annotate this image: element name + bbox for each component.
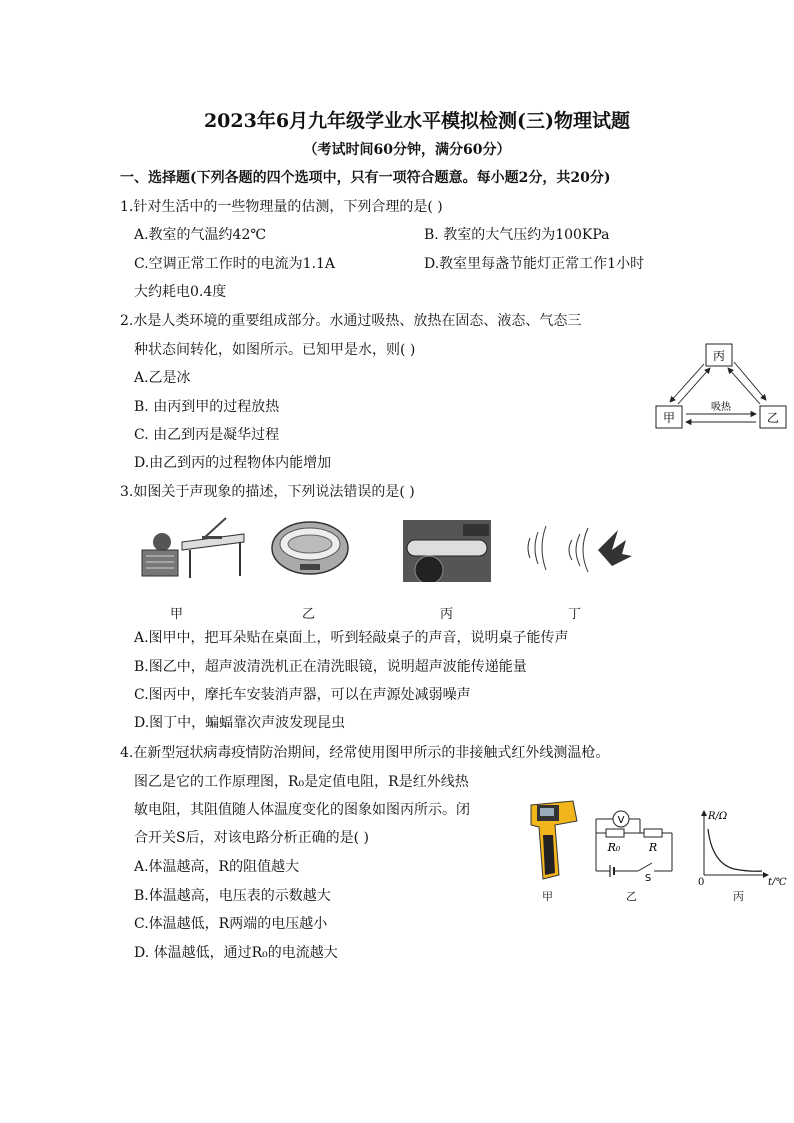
section-heading: 一、选择题(下列各题的四个选项中，只有一项符合题意。每小题2分，共20分)	[120, 170, 611, 186]
q2-option-c: C. 由乙到丙是凝华过程	[134, 427, 280, 443]
q3-option-d: D.图丁中，蝙蝠靠次声波发现昆虫	[134, 715, 346, 731]
q3-caption-bing: 丙	[440, 607, 454, 622]
picture-infrared-thermometer	[525, 795, 581, 883]
graph-xlabel: t/℃	[768, 877, 787, 885]
q4-option-a: A.体温越高，R的阻值越大	[134, 859, 300, 875]
picture-bat-echolocation	[522, 520, 634, 582]
label-yi: 乙	[766, 411, 780, 425]
q3-caption-yi: 乙	[302, 607, 316, 622]
label-bing: 丙	[712, 349, 726, 363]
q4-caption-yi: 乙	[626, 890, 637, 903]
q3-stem: 3.如图关于声现象的描述，下列说法错误的是( )	[120, 484, 415, 500]
q4-stem-line2: 图乙是它的工作原理图，R₀是定值电阻，R是红外线热	[134, 774, 469, 790]
q4-caption-bing: 丙	[733, 890, 744, 903]
graph-origin: 0	[698, 877, 705, 885]
q1-option-b: B. 教室的大气压约为100KPa	[424, 227, 610, 243]
switch	[638, 863, 652, 871]
q4-caption-jia: 甲	[542, 890, 553, 903]
q3-caption-ding: 丁	[568, 607, 582, 622]
resistor-r	[644, 829, 662, 837]
q2-stem-line2: 种状态间转化，如图所示。已知甲是水，则( )	[134, 342, 416, 358]
r-label: R	[648, 841, 658, 854]
picture-motorcycle-muffler	[403, 520, 491, 582]
label-jia: 甲	[662, 411, 676, 425]
exam-title: 2023年6月九年级学业水平模拟检测(三)物理试题	[203, 110, 631, 132]
q2-option-b: B. 由丙到甲的过程放热	[134, 399, 280, 415]
r0-label: R₀	[607, 841, 621, 854]
label-absorb-heat: 吸热	[711, 402, 731, 413]
q4-stem-line3: 敏电阻，其阻值随人体温度变化的图象如图丙所示。闭	[134, 802, 470, 818]
q4-option-c: C.体温越低，R两端的电压越小	[134, 916, 328, 932]
q4-option-b: B.体温越高，电压表的示数越大	[134, 888, 331, 904]
circuit-diagram	[592, 805, 678, 881]
q1-option-d-cont: 大约耗电0.4度	[134, 284, 227, 300]
q1-option-d: D.教室里每盏节能灯正常工作1小时	[424, 256, 645, 272]
q2-stem-line1: 2.水是人类环境的重要组成部分。水通过吸热、放热在固态、液态、气态三	[120, 313, 582, 329]
arrow-top-to-right	[734, 362, 766, 400]
q1-option-a: A.教室的气温约42℃	[134, 227, 267, 243]
resistor-r0	[606, 829, 624, 837]
q1-stem: 1.针对生活中的一些物理量的估测，下列合理的是( )	[120, 199, 443, 215]
exam-subtitle: （考试时间60分钟，满分60分）	[303, 142, 511, 158]
graph-ylabel: R/Ω	[708, 811, 728, 822]
phase-change-diagram	[650, 340, 790, 432]
q4-stem-line4: 合开关S后，对该电路分析正确的是( )	[134, 830, 369, 846]
picture-ultrasonic-cleaner	[270, 514, 350, 578]
graph-curve	[708, 829, 762, 871]
q2-option-d: D.由乙到丙的过程物体内能增加	[134, 455, 332, 471]
q2-option-a: A.乙是冰	[134, 370, 191, 386]
arrow-left-to-top	[678, 368, 710, 404]
q4-option-d: D. 体温越低，通过R₀的电流越大	[134, 945, 338, 961]
picture-desk-listening	[134, 512, 246, 580]
switch-label: S	[644, 873, 652, 881]
q3-caption-jia: 甲	[170, 607, 184, 622]
voltmeter-label: V	[617, 815, 625, 826]
q3-option-b: B.图乙中，超声波清洗机正在清洗眼镜，说明超声波能传递能量	[134, 659, 527, 675]
resistance-temperature-graph	[694, 807, 792, 885]
q4-stem-line1: 4.在新型冠状病毒疫情防治期间，经常使用图甲所示的非接触式红外线测温枪。	[120, 745, 610, 761]
q3-option-c: C.图丙中，摩托车安装消声器，可以在声源处减弱噪声	[134, 687, 471, 703]
q3-option-a: A.图甲中，把耳朵贴在桌面上，听到轻敲桌子的声音，说明桌子能传声	[134, 630, 569, 646]
q1-option-c: C.空调正常工作时的电流为1.1A	[134, 256, 336, 272]
arrow-top-to-left	[670, 364, 704, 402]
